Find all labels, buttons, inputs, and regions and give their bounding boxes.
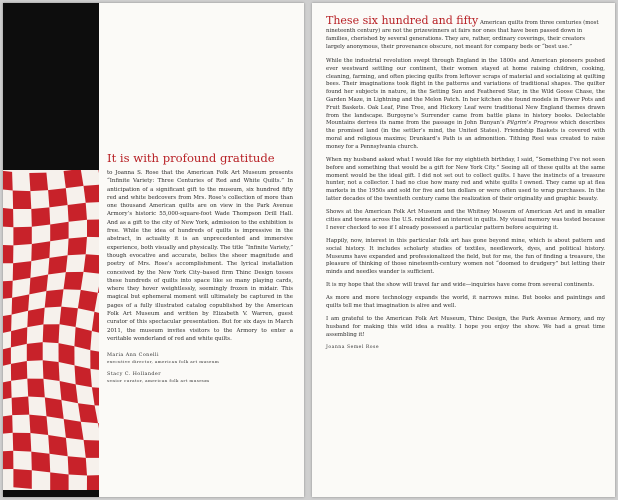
quilt-square xyxy=(60,307,78,327)
quilt-square xyxy=(13,227,31,246)
quilt-square xyxy=(29,415,48,435)
right-page xyxy=(312,3,615,497)
quilt-square xyxy=(75,365,92,387)
left-page xyxy=(3,3,304,497)
quilt-square xyxy=(68,456,87,475)
quilt-square xyxy=(64,272,84,290)
quilt-square xyxy=(3,170,13,191)
quilt-square xyxy=(31,207,50,226)
lead-text: American quilts from three centuries (most nineteenth century) are not the prizewinners at fairs nor ones that have been passed down in families, cherished by several generations. They are, rather, ordinary coverings, their creators largely anonymous, their provenance obscure, not meant for company beds or “best use.” xyxy=(326,20,599,50)
left-title: It is with profound gratitude xyxy=(107,151,275,165)
quilt-square xyxy=(27,379,45,398)
lead-paragraph xyxy=(326,14,605,51)
quilt-square xyxy=(43,324,60,343)
left-body: to Joanna S. Rose that the American Folk Art Museum presents “Infinite Variety: Three Centuries of Red and White Quilts.” In anticipation of a significant gift to the museum, six hundred fifty red and white bedcovers from Mrs. Rose’s collection of more than one thousand American quilts are on view in the Park Avenue Armory’s historic 55,000-square-foot Wade Thompson Drill Hall. And as a gift to the city of New York, admission to the exhibition is free. While the idea of hundreds of quilts is impressive in the abstract, in actuality it is an unprecedented and immersive experience, both visually and physically. The title “Infinite Variety,” though evocative and accurate, belies the sheer magnitude and poetry of Mrs. Rose’s accomplishment. The lyrical installation conceived by the New York City–based firm Thinc Design tosses these hundreds of quilts into space like so many playing cards, where they hover weightlessly, seemingly frozen in midair. This magical but ephemeral moment will ultimately be captured in the pages of a fully illustrated catalog copublished by the American Folk Art Museum and written by Elizabeth V. Warren, guest curator of this spectacular presentation. But for six days in March 2011, the museum invites visitors to the Armory to enter a veritable wonderland of red and white quilts. xyxy=(107,170,293,342)
essay-paragraph-4: Happily, now, interest in this particular folk art has gone beyond mine, which is about pattern and social history. It includes scholarly studies of textiles, needlework, dyes, and political history. Museums have expanded and professionalized the field, but for me, the fun of finding a treasure, the pleasure of thinking of those nineteenth-century women not “doomed to drudgery” but letting their minds and needles wander is sufficient. xyxy=(326,237,605,276)
signature-role: executive director, american folk art museum xyxy=(107,358,220,364)
quilt-square xyxy=(29,275,48,295)
quilt-square xyxy=(87,219,99,237)
quilt-square xyxy=(64,170,84,188)
quilt-square xyxy=(3,381,12,401)
quilt-image xyxy=(3,170,99,490)
quilt-square xyxy=(11,361,27,381)
quilt-square xyxy=(11,327,27,347)
quilt-square xyxy=(84,185,100,203)
signature-role: senior curator, american folk art museum xyxy=(107,378,210,384)
quilt-square xyxy=(45,289,64,307)
quilt-square xyxy=(3,347,11,367)
quilt-square xyxy=(27,308,44,328)
quilt-pattern xyxy=(3,170,99,490)
quilt-square xyxy=(84,440,99,458)
author-signature: Joanna Semel Rose xyxy=(326,345,380,351)
quilt-square xyxy=(78,290,98,312)
quilt-square xyxy=(68,237,87,255)
quilt-square xyxy=(98,170,99,185)
quilt-square xyxy=(87,475,99,490)
quilt-square xyxy=(98,423,99,441)
quilt-square xyxy=(92,387,99,405)
quilt-square xyxy=(45,397,64,419)
essay-paragraph-5: It is my hope that the show will travel far and wide—inquiries have come from several continents. xyxy=(326,282,595,289)
quilt-square xyxy=(48,435,67,456)
book-title: Pilgrim’s Progress xyxy=(506,120,558,127)
quilt-square xyxy=(48,255,68,274)
rose-essay xyxy=(326,14,605,351)
essay-paragraph-3: Shows at the American Folk Art Museum and the Whitney Museum of American Art and in smaller cities and towns across the U.S. rekindled an interest in quilts. My visual memory was tested because I never checked to see if I already possessed a particular pattern before acquiring it. xyxy=(326,209,605,231)
quilt-square xyxy=(74,327,91,350)
quilt-square xyxy=(64,419,84,440)
quilt-square xyxy=(50,222,68,242)
quilt-square xyxy=(92,312,99,335)
quilt-square xyxy=(13,261,32,281)
essay-paragraph-7: I am grateful to the American Folk Art Museum, Thinc Design, the Park Avenue Armory, and my husband for making this wild idea a reality. I hope you enjoy the show. We had a great time assembling it! xyxy=(326,316,605,339)
essay-paragraph-1 xyxy=(326,58,605,152)
quilt-square xyxy=(31,452,50,473)
essay-paragraph-6: As more and more technology expands the world, it narrows mine. But books and paintings and quilts tell me that imagination is alive and well. xyxy=(326,295,605,310)
quilt-square xyxy=(78,403,98,423)
signature-1 xyxy=(107,352,293,365)
quilt-square xyxy=(13,469,31,489)
quilt-square xyxy=(50,472,68,490)
quilt-square xyxy=(90,350,99,371)
quilt-square xyxy=(3,207,13,227)
quilt-square xyxy=(3,281,13,300)
gratitude-column xyxy=(107,151,293,391)
quilt-square xyxy=(31,241,50,261)
quilt-square xyxy=(13,191,32,210)
paragraph-text: which describes the promised land (in the settler’s mind, the United States). Friendship Baskets is covered with moral and religious maxims; Drunkard’s Path is an admonition. Tithing Reel was created to raise money for a Pennsylvania church. xyxy=(326,120,605,150)
quilt-square xyxy=(12,397,30,416)
quilt-square xyxy=(84,254,100,274)
quilt-square xyxy=(60,381,78,403)
paragraph-text: While the industrial revolution swept through England in the 1800s and American pioneers pushed ever westward settling our continent, their women stayed at home raising children, cooking, cleaning, farming, and often piecing quilts from leftover scraps of material and socializing at quilting bees. Their imaginations took flight in the patterns and variations of traditional shapes. The quilter found her subjects in nature, in the Setting Sun and Feathered Star, in the Wild Goose Chase, the Garden Maze, in Lightning and the Melon Patch. In her kitchen she found models in Flower Pots and Fruit Baskets. Oak Leaf, Pine Tree, and Hickory Leaf were traditional New England themes drawn from the landscape. Burgoyne’s Surrender came from battle plans in history books. Delectable Mountains derives its name from the passage in John Bunyan’s xyxy=(326,58,605,127)
right-title: These six hundred and fifty xyxy=(326,14,479,27)
essay-paragraph-2: When my husband asked what I would like for my eightieth birthday, I said, “Something I’ve not seen before and something that would be a gift for New York City.” Seeing all of these quilts at the same moment would be the ideal gift. I did not set out to collect quilts. I have the instincts of a treasure hunter, not a collector. I had no clue how many red and white quilts I owned. They came up at flea markets in the 1950s and sold for five and ten dollars or were often used to wrap purchases. In the latter decades of the twentieth century came the realization of their originality and graphic beauty. xyxy=(326,156,605,202)
signature-name: Maria Ann Conelli xyxy=(107,352,159,359)
quilt-square xyxy=(29,173,48,192)
quilt-square xyxy=(13,433,32,452)
quilt-square xyxy=(27,342,43,361)
quilt-square xyxy=(43,360,60,381)
signature-2 xyxy=(107,371,293,384)
quilt-square xyxy=(68,203,87,222)
quilt-square xyxy=(12,294,30,314)
quilt-square xyxy=(3,451,13,469)
quilt-square xyxy=(3,415,13,434)
quilt-square xyxy=(3,315,12,335)
signature-name: Stacy C. Hollander xyxy=(107,371,161,378)
quilt-square xyxy=(3,245,13,263)
quilt-square xyxy=(98,274,99,297)
quilt-square xyxy=(59,343,75,365)
signatures xyxy=(107,352,293,384)
quilt-square xyxy=(48,188,68,207)
